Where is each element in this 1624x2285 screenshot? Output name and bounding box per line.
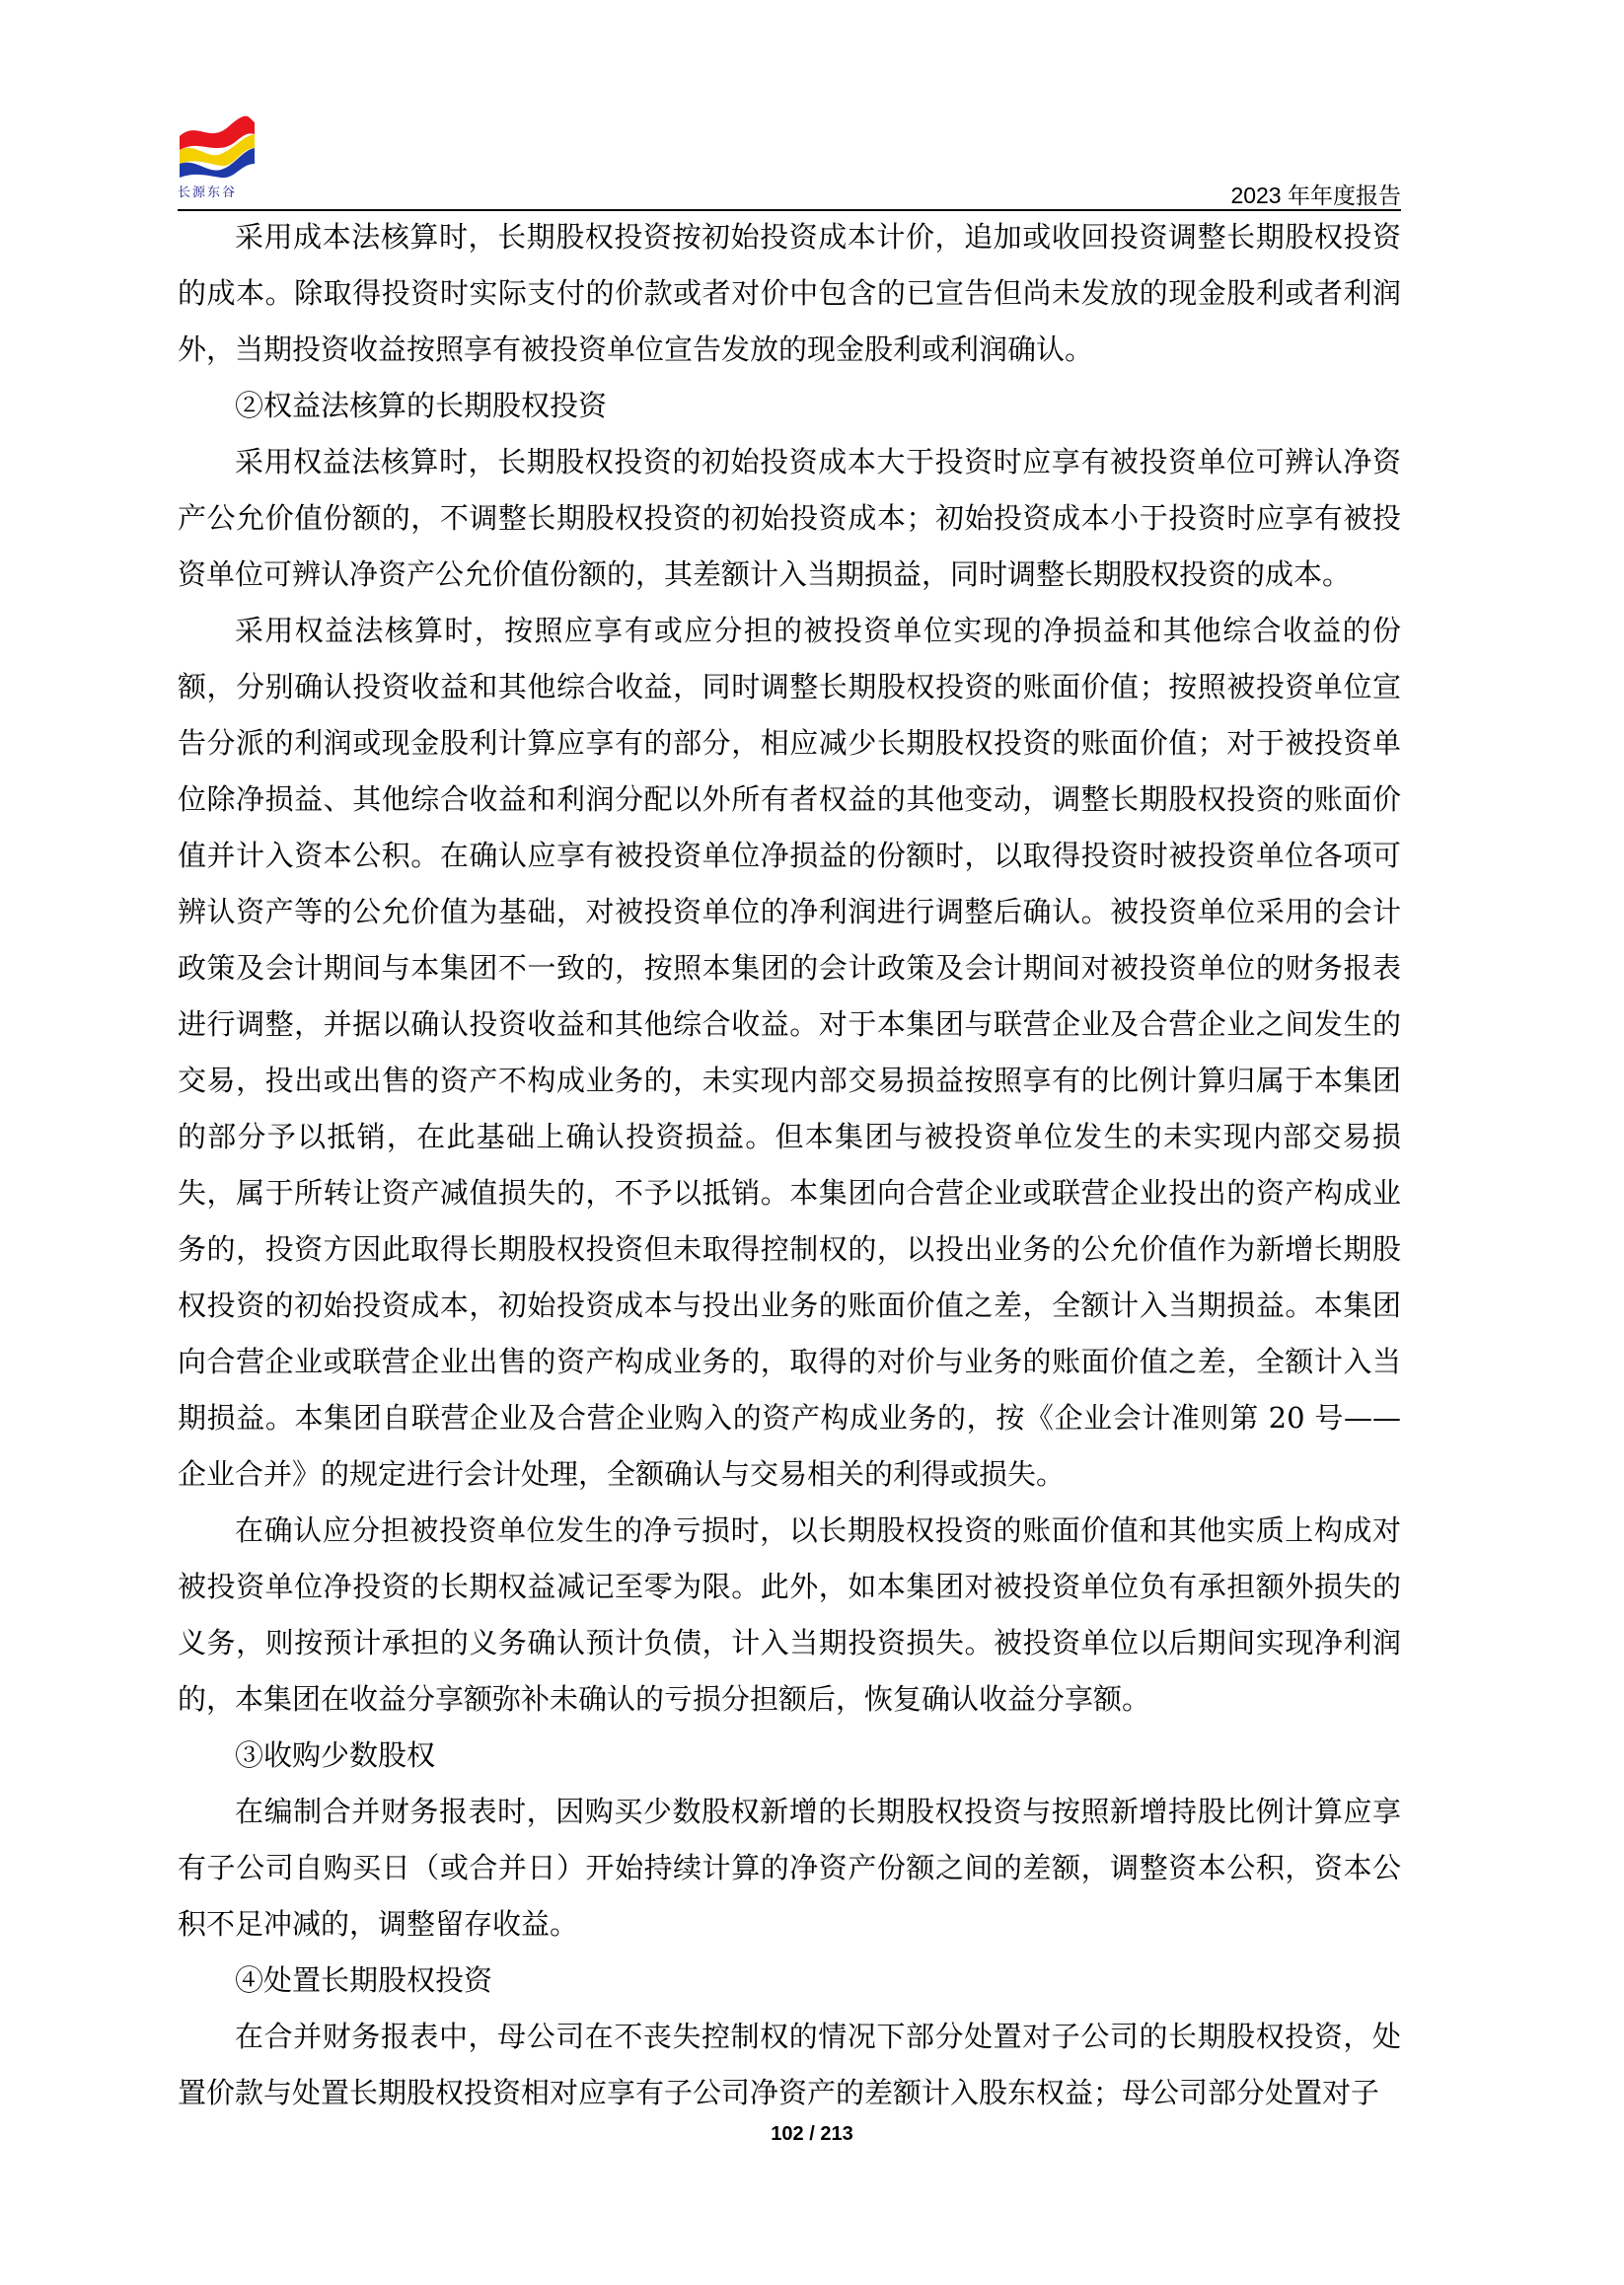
logo-company-name: 长源东谷 — [178, 185, 238, 200]
paragraph-net-loss-sharing: 在确认应分担被投资单位发生的净亏损时，以长期股权投资的账面价值和其他实质上构成对被投资单位净投资的长期权益减记至零为限。此外，如本集团对被投资单位负有承担额外损失的义务，则按预计承担的义务确认预计负债，计入当期投资损失。被投资单位以后期间实现净利润的，本集团在收益分享额弥补未确认的亏损分担额后，恢复确认收益分享额。 — [178, 1513, 1401, 1716]
heading-disposal: ④处置长期股权投资 — [235, 1963, 493, 1997]
paragraph-cost-method: 采用成本法核算时，长期股权投资按初始投资成本计价，追加或收回投资调整长期股权投资的成本。除取得投资时实际支付的价款或者对价中包含的已宣告但尚未发放的现金股利或者利润外，当期投资收益按照享有被投资单位宣告发放的现金股利或利润确认。 — [178, 220, 1401, 366]
heading-minority-acquisition: ③收购少数股权 — [235, 1738, 436, 1772]
paragraph-equity-income-recognition: 采用权益法核算时，按照应享有或应分担的被投资单位实现的净损益和其他综合收益的份额，分别确认投资收益和其他综合收益，同时调整长期股权投资的账面价值；按照被投资单位宣告分派的利润或现金股利计算应享有的部分，相应减少长期股权投资的账面价值；对于被投资单位除净损益、其他综合收益和利润分配以外所有者权益的其他变动，调整长期股权投资的账面价值并计入资本公积。在确认应享有被投资单位净损益的份额时，以取得投资时被投资单位各项可辨认资产等的公允价值为基础，对被投资单位的净利润进行调整后确认。被投资单位采用的会计政策及会计期间与本集团不一致的，按照本集团的会计政策及会计期间对被投资单位的财务报表进行调整，并据以确认投资收益和其他综合收益。对于本集团与联营企业及合营企业之间发生的交易，投出或出售的资产不构成业务的，未实现内部交易损益按照享有的比例计算归属于本集团的部分予以抵销，在此基础上确认投资损益。但本集团与被投资单位发生的未实现内部交易损失，属于所转让资产减值损失的，不予以抵销。本集团向合营企业或联营企业投出的资产构成业务的，投资方因此取得长期股权投资但未取得控制权的，以投出业务的公允价值作为新增长期股权投资的初始投资成本，初始投资成本与投出业务的账面价值之差，全额计入当期损益。本集团向合营企业或联营企业出售的资产构成业务的，取得的对价与业务的账面价值之差，全额计入当期损益。本集团自联营企业及合营企业购入的资产构成业务的，按《企业会计准则第 20 号——企业合并》的规定进行会计处理，全额确认与交易相关的利得或损失。 — [178, 614, 1401, 1491]
company-logo — [178, 114, 257, 200]
page-header — [178, 114, 1401, 213]
company-logo-icon — [178, 114, 257, 180]
paragraph-disposal: 在合并财务报表中，母公司在不丧失控制权的情况下部分处置对子公司的长期股权投资，处置价款与处置长期股权投资相对应享有子公司净资产的差额计入股东权益；母公司部分处置对子 — [178, 2020, 1401, 2109]
paragraph-equity-initial-cost: 采用权益法核算时，长期股权投资的初始投资成本大于投资时应享有被投资单位可辨认净资产公允价值份额的，不调整长期股权投资的初始投资成本；初始投资成本小于投资时应享有被投资单位可辨认净资产公允价值份额的，其差额计入当期损益，同时调整长期股权投资的成本。 — [178, 445, 1401, 591]
page-number: 102 / 213 — [771, 2123, 853, 2145]
report-title: 2023 年年度报告 — [1230, 183, 1401, 208]
document-body — [178, 209, 1401, 2121]
heading-equity-method: ②权益法核算的长期股权投资 — [235, 389, 608, 422]
paragraph-minority-acquisition: 在编制合并财务报表时，因购买少数股权新增的长期股权投资与按照新增持股比例计算应享有子公司自购买日（或合并日）开始持续计算的净资产份额之间的差额，调整资本公积，资本公积不足冲减的，调整留存收益。 — [178, 1795, 1401, 1941]
